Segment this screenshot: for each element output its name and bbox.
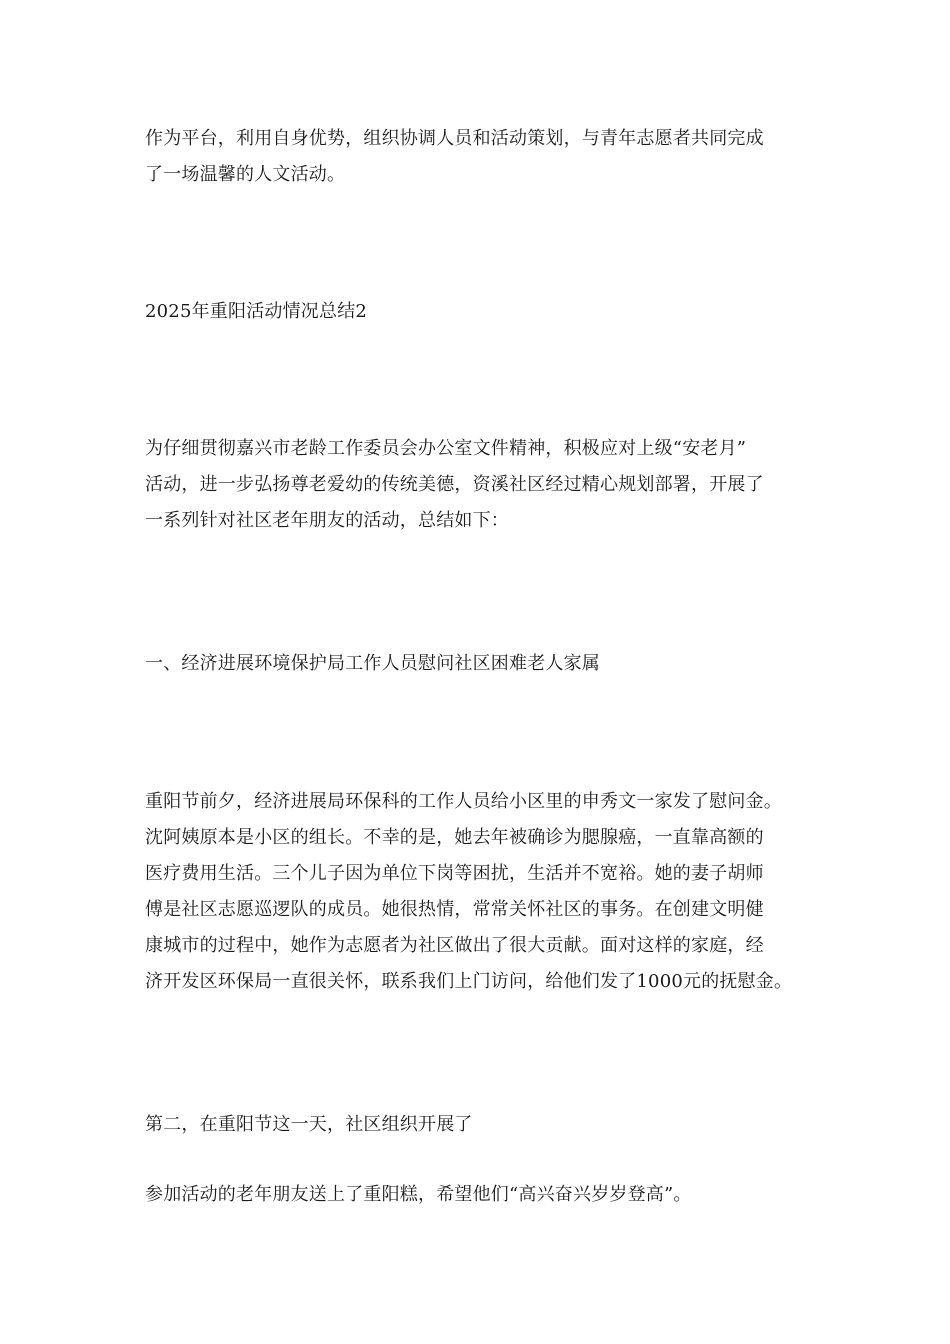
intro-line-2: 了一场温馨的人文活动。	[145, 164, 346, 185]
para1-line-2: 活动，进一步弘扬尊老爱幼的传统美德，资溪社区经过精心规划部署，开展了	[145, 474, 764, 495]
para2-line-5: 康城市的过程中，她作为志愿者为社区做出了很大贡献。面对这样的家庭，经	[145, 935, 764, 956]
para2-line-4: 傅是社区志愿巡逻队的成员。她很热情，常常关怀社区的事务。在创建文明健	[145, 899, 764, 920]
para2-line-1: 重阳节前夕，经济进展局环保科的工作人员给小区里的申秀文一家发了慰问金。	[145, 791, 782, 812]
section2-title: 第二，在重阳节这一天，社区组织开展了	[145, 1114, 473, 1135]
document-heading: 2025年重阳活动情况总结2	[145, 301, 368, 322]
para1-line-1: 为仔细贯彻嘉兴市老龄工作委员会办公室文件精神，积极应对上级“安老月”	[145, 438, 747, 459]
para3-line-1: 参加活动的老年朋友送上了重阳糕，希望他们“高兴奋兴岁岁登高”。	[145, 1184, 692, 1205]
intro-line-1: 作为平台，利用自身优势，组织协调人员和活动策划，与青年志愿者共同完成	[145, 128, 764, 149]
section1-title: 一、经济进展环境保护局工作人员慰问社区困难老人家属	[145, 653, 600, 674]
para1-line-3: 一系列针对社区老年朋友的活动，总结如下：	[145, 510, 509, 531]
para2-line-6: 济开发区环保局一直很关怀，联系我们上门访问，给他们发了1000元的抚慰金。	[145, 971, 793, 992]
para2-line-3: 医疗费用生活。三个儿子因为单位下岗等困扰，生活并不宽裕。她的妻子胡师	[145, 863, 764, 884]
para2-line-2: 沈阿姨原本是小区的组长。不幸的是，她去年被确诊为腮腺癌，一直靠高额的	[145, 827, 764, 848]
